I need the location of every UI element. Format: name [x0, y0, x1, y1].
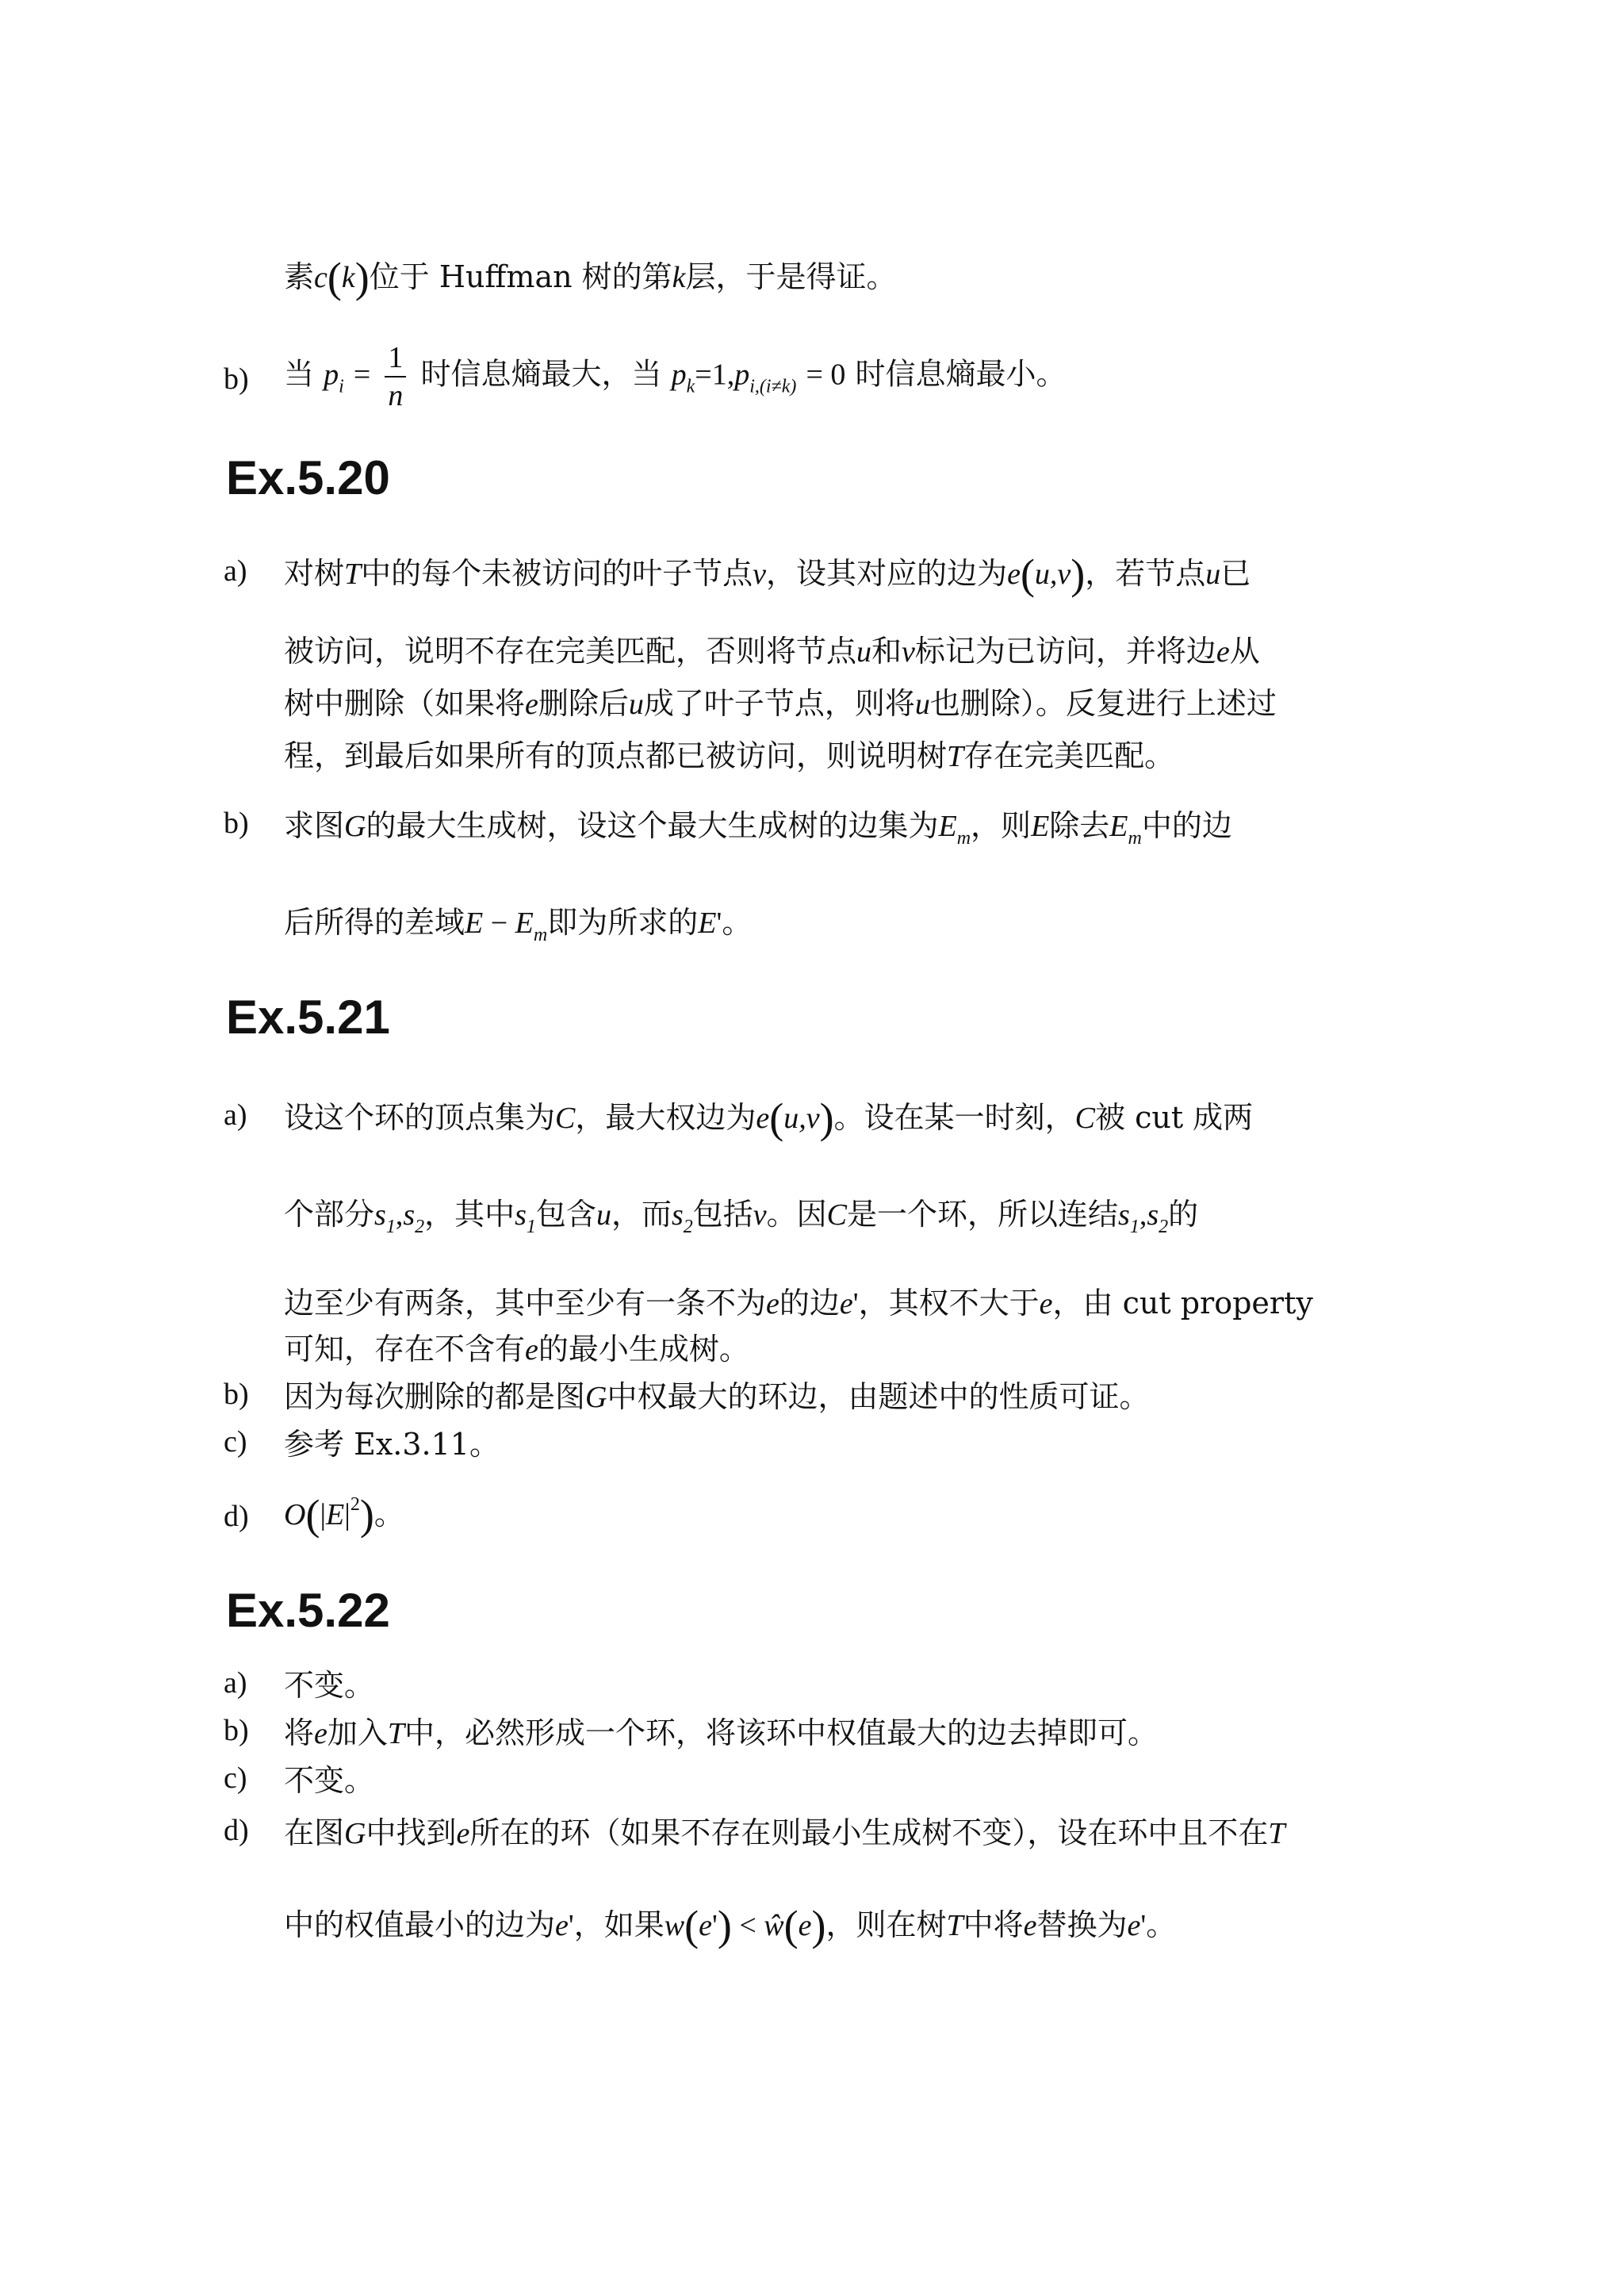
item-marker: d) [224, 1500, 249, 1533]
math-T: T [946, 1909, 963, 1942]
math-G: G [344, 810, 366, 843]
text: 的最大生成树，设这个最大生成树的边集为 [366, 808, 939, 843]
text: ，则在树 [825, 1907, 947, 1942]
math-e: e [456, 1817, 470, 1850]
item-marker: a) [224, 1098, 247, 1132]
paragraph-line: 对树T中的每个未被访问的叶子节点v，设其对应的边为e(u,v)，若节点u已 [284, 550, 1251, 598]
item-marker: a) [224, 554, 247, 588]
text: 个部分 [284, 1197, 375, 1232]
math-T: T [344, 558, 362, 591]
math-E: E [515, 907, 534, 940]
math-e: e [756, 1102, 770, 1135]
paragraph-line [284, 1756, 374, 1800]
text: 可知，存在不含有 [284, 1332, 526, 1366]
math-e: e [1023, 1909, 1037, 1942]
math-G: G [344, 1817, 366, 1850]
math-s: s [374, 1198, 386, 1232]
text: 树中删除（如果将 [284, 686, 526, 721]
text: 成了叶子节点，则将 [643, 686, 915, 721]
math-e: e [1007, 558, 1021, 591]
math-k: k [341, 261, 355, 294]
text: 中将 [963, 1907, 1024, 1942]
paragraph-line [284, 1372, 1149, 1416]
math-eq: = 0 [806, 358, 846, 392]
math-p: p [671, 358, 687, 392]
text: 已 [1220, 556, 1251, 591]
text: ，设其对应的边为 [766, 556, 1008, 591]
text: 将 [284, 1715, 315, 1750]
item-marker: a) [224, 1666, 247, 1700]
text: 。 [722, 905, 753, 940]
math-p: p [734, 358, 750, 392]
math-v: v [902, 635, 915, 669]
paragraph-line [284, 1324, 749, 1368]
paragraph-line [284, 1661, 374, 1704]
math-prime: ' [568, 1909, 574, 1942]
text: 存在完美匹配。 [963, 738, 1175, 773]
text: 的 [1168, 1197, 1199, 1232]
math-sub-m: m [1128, 828, 1142, 849]
paragraph-line [284, 1278, 1313, 1322]
math-comma: , [395, 1198, 404, 1232]
math-k: k [672, 261, 686, 294]
text: 时信息熵最大，当 [420, 356, 662, 392]
math-e: e [525, 688, 538, 721]
text: 从 [1229, 634, 1260, 669]
math-sub: 2 [1159, 1217, 1169, 1237]
math-comma: , [1139, 1198, 1147, 1232]
text: 包含 [535, 1197, 596, 1232]
paragraph-line: 设这个环的顶点集为C，最大权边为e(u,v)。设在某一时刻，C被 cut 成两 [284, 1094, 1254, 1142]
math-sub: 2 [415, 1217, 425, 1237]
text: 。 [373, 1497, 404, 1531]
paragraph-line [284, 1190, 1198, 1238]
text: 中的权值最小的边为 [284, 1907, 556, 1942]
math-w-hat: ŵ [764, 1909, 784, 1942]
math-v: v [753, 558, 767, 591]
math-C: C [1074, 1102, 1095, 1135]
math-s: s [515, 1198, 527, 1232]
math-sub-i: i [339, 376, 344, 397]
math-sub: i,(i≠k) [749, 376, 797, 397]
math-u: u [596, 1198, 611, 1232]
math-e: e [1039, 1287, 1053, 1320]
math-e: e [798, 1909, 812, 1942]
text: 除去 [1049, 808, 1110, 843]
math-sub-m: m [533, 925, 548, 945]
math-sub: 2 [683, 1217, 693, 1237]
math-T: T [387, 1717, 405, 1750]
math-v: v [753, 1198, 767, 1232]
text: 求图 [284, 808, 345, 843]
math-sub: 1 [1129, 1217, 1139, 1237]
text: 。因 [766, 1197, 827, 1232]
math-s: s [1118, 1198, 1130, 1232]
math-T: T [947, 740, 964, 773]
math-E: E [1109, 810, 1128, 843]
text: 所在的环（如果不存在则最小生成树不变），设在环中且不在 [469, 1815, 1269, 1850]
text: 素 [284, 259, 315, 294]
math-prime: ' [711, 1909, 718, 1942]
text: 在图 [284, 1815, 345, 1850]
text: 。设在某一时刻， [833, 1100, 1075, 1135]
paragraph-line [284, 1708, 1158, 1752]
math-eq: =1, [695, 358, 735, 392]
math-prime: ' [852, 1287, 859, 1320]
text: ，如果 [573, 1907, 665, 1942]
math-e: e [1127, 1909, 1141, 1942]
math-e: e [839, 1287, 853, 1320]
item-marker: c) [224, 1425, 247, 1458]
text: 的最小生成树。 [538, 1332, 749, 1366]
continuation-line: 素c(k)位于 Huffman 树的第k层，于是得证。 [284, 254, 897, 301]
text: ，则 [971, 808, 1032, 843]
math-E: E [698, 907, 717, 940]
text: 中的每个未被访问的叶子节点 [361, 556, 753, 591]
math-s: s [1147, 1198, 1159, 1232]
text: 时信息熵最小。 [855, 356, 1067, 392]
math-e: e [699, 1909, 712, 1942]
math-lt: < [731, 1909, 764, 1942]
text: 中的边 [1141, 808, 1232, 843]
item-marker: b) [224, 362, 249, 396]
math-sub-k: k [686, 376, 695, 397]
text: 标记为已访问，并将边 [914, 634, 1216, 669]
item-marker: c) [224, 1761, 247, 1795]
text: ，其中 [424, 1197, 515, 1232]
item-marker: b) [224, 1378, 249, 1411]
paragraph-line [284, 1420, 500, 1463]
text: 程，到最后如果所有的顶点都已被访问，则说明树 [284, 738, 948, 773]
math-e: e [555, 1909, 569, 1942]
paragraph-line [284, 1808, 1285, 1852]
text: 参考 Ex.3.11。 [284, 1427, 500, 1462]
paragraph-line [284, 679, 1277, 723]
math-w: w [664, 1909, 685, 1942]
math-s: s [671, 1198, 684, 1232]
math-uv: u,v [1034, 558, 1071, 591]
text: ，若节点 [1085, 556, 1206, 591]
math-u: u [914, 688, 930, 721]
math-e: e [1216, 635, 1230, 669]
text: 是一个环，所以连结 [847, 1197, 1119, 1232]
math-E: E [326, 1498, 345, 1531]
math-O: O [284, 1498, 306, 1531]
text: 中找到 [366, 1815, 457, 1850]
text: 不变。 [284, 1668, 375, 1703]
math-u: u [628, 688, 644, 721]
math-E: E [465, 907, 484, 940]
text: 中，必然形成一个环，将该环中权值最大的边去掉即可。 [404, 1715, 1159, 1750]
text: 删除后 [538, 686, 629, 721]
paragraph-line [284, 801, 1232, 849]
math-e: e [525, 1333, 538, 1366]
text: 设这个环的顶点集为 [284, 1100, 556, 1135]
entropy-line [284, 339, 1067, 414]
math-uv: u,v [783, 1102, 820, 1135]
math-E: E [1031, 810, 1050, 843]
text: 位于 Huffman 树的第 [369, 259, 672, 294]
frac-den: n [388, 379, 404, 412]
text: 包括 [692, 1197, 753, 1232]
paragraph-line: 中的权值最小的边为e'，如果w(e') < ŵ(e)，则在树T中将e替换为e'。 [284, 1902, 1177, 1949]
math-p: p [324, 358, 339, 392]
paragraph-line [284, 898, 752, 946]
formula-line: $O(|E|^2)$。 [284, 1491, 404, 1539]
text: 和 [871, 634, 902, 669]
math-eq: = [353, 358, 371, 392]
math-sub: 1 [385, 1217, 396, 1237]
text: ，其权不大于 [858, 1286, 1040, 1320]
math-prime: ' [716, 907, 722, 940]
math-s: s [403, 1198, 416, 1232]
text: 被访问，说明不存在完美匹配，否则将节点 [284, 634, 857, 669]
math-sup: 2 [350, 1494, 360, 1515]
item-marker: b) [224, 807, 249, 840]
math-minus: − [483, 907, 515, 940]
text: 层，于是得证。 [685, 259, 897, 294]
paragraph-line [284, 731, 1174, 775]
text: 的边 [779, 1286, 840, 1320]
text: 被 cut 成两 [1094, 1100, 1254, 1135]
math-u: u [856, 635, 872, 669]
text: 替换为 [1036, 1907, 1128, 1942]
text: ，由 cut property [1052, 1286, 1313, 1320]
math-E: E [938, 810, 957, 843]
text: 即为所求的 [547, 905, 699, 940]
math-c: c [314, 261, 327, 294]
math-C: C [555, 1102, 576, 1135]
frac-num: 1 [385, 339, 406, 378]
text: 不变。 [284, 1763, 375, 1798]
section-title: Ex.5.20 [226, 451, 390, 504]
math-G: G [585, 1381, 607, 1414]
math-prime: ' [1140, 1909, 1147, 1942]
math-e: e [766, 1287, 779, 1320]
section-title: Ex.5.22 [226, 1584, 390, 1637]
math-sub-m: m [956, 828, 971, 849]
math-T: T [1268, 1817, 1285, 1850]
text: 边至少有两条，其中至少有一条不为 [284, 1286, 767, 1320]
text: 对树 [284, 556, 345, 591]
paragraph-line [284, 627, 1260, 670]
section-title: Ex.5.21 [226, 991, 390, 1044]
text: 。 [1146, 1907, 1177, 1942]
item-marker: d) [224, 1814, 249, 1847]
math-C: C [826, 1198, 848, 1232]
item-marker: b) [224, 1714, 249, 1747]
text: 也删除）。反复进行上述过 [929, 686, 1277, 721]
math-sub: 1 [526, 1217, 536, 1237]
text: 加入 [327, 1715, 388, 1750]
text: 因为每次删除的都是图 [284, 1379, 586, 1414]
text: ，而 [611, 1197, 672, 1232]
math-e: e [314, 1717, 327, 1750]
math-u: u [1205, 558, 1221, 591]
text: 后所得的差域 [284, 905, 465, 940]
text: ，最大权边为 [575, 1100, 756, 1135]
text: 当 [284, 356, 315, 392]
fraction [385, 339, 406, 414]
text: 中权最大的环边，由题述中的性质可证。 [607, 1379, 1150, 1414]
